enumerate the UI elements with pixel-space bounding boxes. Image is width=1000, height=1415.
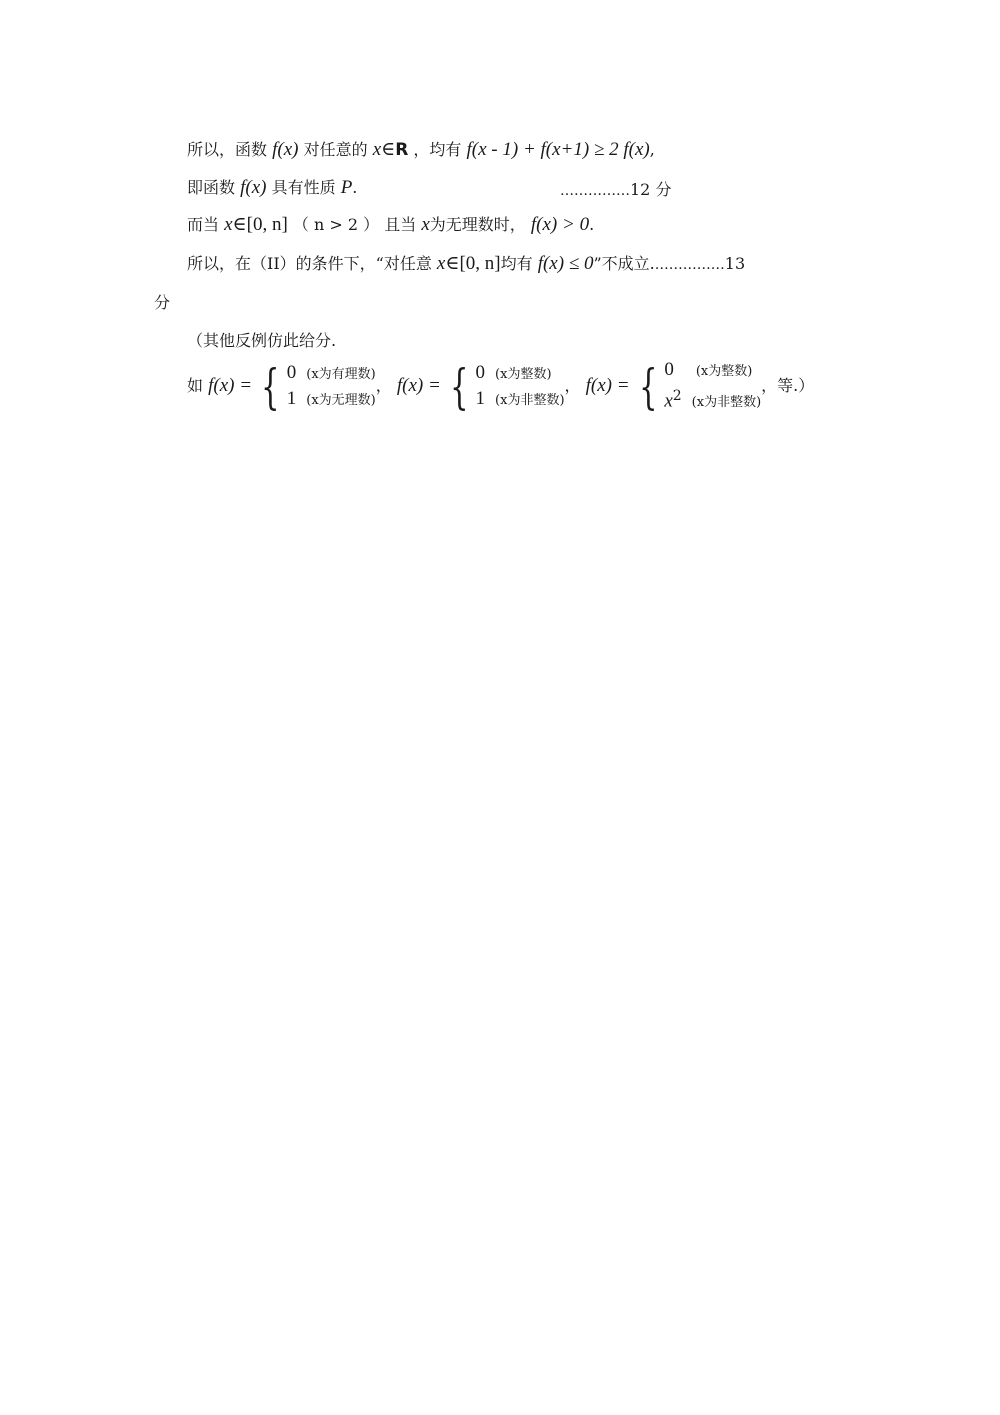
text: , [649, 140, 655, 159]
line-4 [187, 253, 745, 276]
score-12 [560, 179, 671, 202]
text: ，等.） [761, 376, 815, 396]
case-row [664, 384, 761, 415]
math-interval: [0, n] [246, 214, 288, 235]
case-condition: (x为无理数) [306, 392, 376, 408]
line-1 [187, 139, 655, 161]
superscript: 2 [672, 388, 682, 404]
text: 对任意的 [303, 140, 368, 159]
line-7 [187, 358, 814, 415]
math-interval: [0, n] [459, 253, 501, 274]
text: 如 [187, 376, 204, 396]
piecewise-1 [287, 361, 376, 413]
math-x: x [436, 253, 446, 274]
text: . [352, 178, 358, 197]
case-row [287, 387, 376, 413]
left-brace-icon: { [638, 358, 658, 415]
case-condition: (x为非整数) [691, 395, 762, 411]
text: . [589, 215, 595, 234]
score-text: 13 [724, 254, 746, 273]
piecewise-3 [664, 358, 761, 415]
math-R: R [395, 140, 409, 160]
math-inequality: f(x) ≤ 0 [537, 253, 594, 274]
text: （ n > 2 ） [292, 215, 380, 234]
line-5 [154, 292, 170, 314]
left-brace-icon: { [261, 358, 280, 415]
case-condition: (x为非整数) [495, 392, 565, 408]
text: ， [375, 376, 392, 396]
text: 具有性质 [271, 178, 336, 197]
case-row [287, 361, 376, 387]
text: 即函数 [187, 178, 236, 197]
math-inequality: f(x) > 0 [530, 214, 590, 235]
text: ”不成立. [593, 254, 655, 273]
line-3 [187, 214, 594, 236]
math-x: x [224, 214, 233, 235]
text: ，均有 [413, 140, 462, 159]
text: 所以，函数 [187, 140, 268, 159]
case-value: 1 [286, 387, 297, 409]
math-x: x [421, 214, 430, 235]
text: 所以，在（II）的条件下，“对任意 [187, 254, 432, 273]
math-fx: f(x) [240, 177, 267, 198]
line-2 [187, 177, 357, 199]
leader-dots: …………… [560, 183, 630, 199]
text: 分 [154, 293, 171, 312]
math-fx: f(x) = [396, 375, 441, 397]
math-expression: f(x - 1) + f(x+1) ≥ 2 f(x) [466, 139, 650, 160]
math-in: ∈ [445, 253, 460, 274]
text: 为无理数时， [429, 215, 526, 234]
text: ， [564, 376, 581, 396]
case-value: 0 [475, 361, 486, 383]
math-fx: f(x) = [208, 375, 253, 397]
math-x: x [372, 139, 382, 160]
case-value: 0 [664, 359, 674, 380]
case-condition: (x为整数) [695, 364, 753, 379]
text: 而当 [187, 215, 220, 234]
case-row [664, 358, 761, 384]
left-brace-icon: { [450, 358, 469, 415]
case-condition: (x为整数) [495, 366, 552, 382]
text: 且当 [384, 215, 417, 234]
case-row [476, 387, 565, 413]
math-in: ∈ [381, 139, 396, 160]
text: （其他反例仿此给分. [187, 331, 337, 350]
case-value: 0 [286, 361, 297, 383]
case-value: 1 [475, 387, 486, 409]
math-in: ∈ [232, 214, 247, 235]
leader-dots: …………… [654, 257, 725, 273]
text: 均有 [500, 254, 533, 273]
score-text: 12 分 [630, 180, 672, 199]
math-P: P [340, 177, 353, 198]
math-fx: f(x) [272, 139, 299, 160]
math-fx: f(x) = [585, 375, 630, 397]
case-row [476, 361, 565, 387]
piecewise-2 [476, 361, 565, 413]
line-6 [187, 330, 336, 352]
case-condition: (x为有理数) [306, 366, 376, 382]
case-value: x [664, 390, 673, 412]
